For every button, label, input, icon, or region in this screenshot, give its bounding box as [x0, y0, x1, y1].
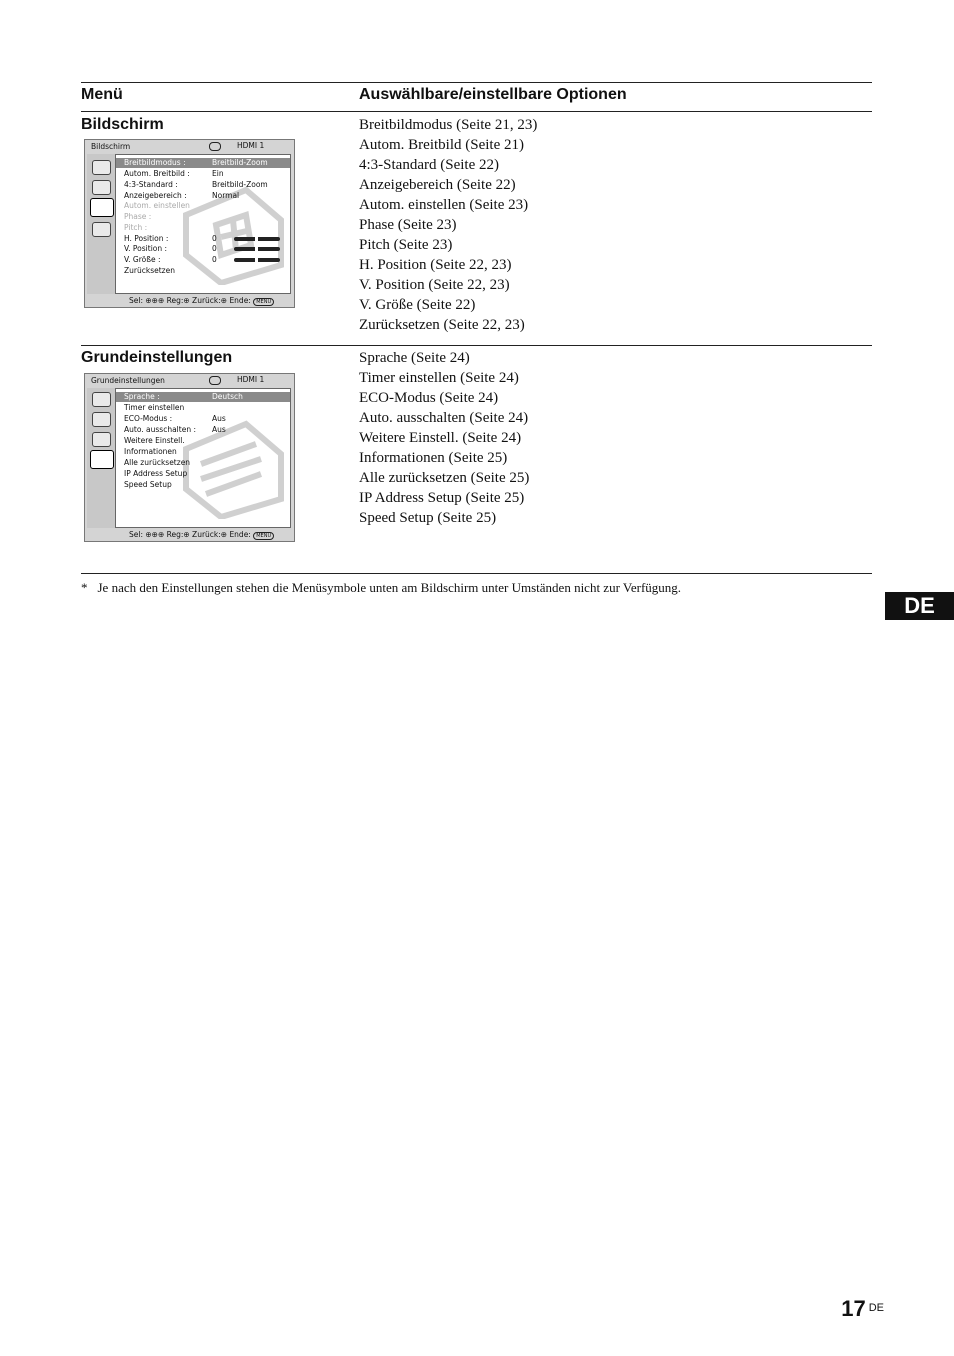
menu-icon-column: [87, 154, 115, 294]
slider-bar: [234, 258, 280, 262]
menu-row: Alle zurücksetzen: [124, 458, 191, 467]
menu-row: Phase :: [124, 212, 152, 221]
menu-row: ECO-Modus : Aus: [124, 414, 226, 423]
list-item: Zurücksetzen (Seite 22, 23): [359, 317, 525, 333]
column-header-menu: Menü: [81, 86, 123, 103]
menu-row: Timer einstellen: [124, 403, 185, 412]
bildschirm-menu-screenshot: [84, 139, 295, 308]
list-item: Anzeigebereich (Seite 22): [359, 177, 516, 193]
menu-row: Zurücksetzen: [124, 266, 175, 275]
menu-row: Autom. einstellen: [124, 201, 190, 210]
list-item: Informationen (Seite 25): [359, 450, 508, 466]
bildschirm-options-list: [359, 115, 537, 335]
input-indicator: HDMI 1: [209, 375, 264, 385]
slider-bar: [234, 247, 280, 251]
menu-row: H. Position : 0: [116, 234, 290, 244]
menu-row: IP Address Setup: [124, 469, 188, 478]
list-item: ECO-Modus (Seite 24): [359, 390, 499, 406]
menu-row: V. Größe : 0: [116, 255, 290, 265]
list-item: Weitere Einstell. (Seite 24): [359, 430, 522, 446]
page-number: 17 $^{DE}$: [841, 1296, 884, 1321]
list-item: Timer einstellen (Seite 24): [359, 370, 519, 386]
list-item: Pitch (Seite 23): [359, 237, 453, 253]
list-item: V. Größe (Seite 22): [359, 297, 476, 313]
screen-icon: [92, 432, 111, 447]
menu-row: Pitch :: [124, 223, 148, 232]
menu-footer: Sel: ⊕⊕⊕ Reg:⊕ Zurück:⊕ Ende: MENU: [129, 296, 274, 306]
menu-row: Breitbildmodus : Breitbild-Zoom: [116, 158, 290, 168]
input-icon: [209, 376, 221, 385]
menu-key-icon: MENU: [253, 298, 274, 306]
list-item: Alle zurücksetzen (Seite 25): [359, 470, 530, 486]
menu-row: Informationen: [124, 447, 177, 456]
table-top-rule: [81, 82, 872, 83]
list-item: Autom. Breitbild (Seite 21): [359, 137, 524, 153]
menu-title: Bildschirm: [91, 142, 131, 151]
language-tab: DE: [885, 592, 954, 620]
list-item: IP Address Setup (Seite 25): [359, 490, 525, 506]
menu-row: 4:3-Standard : Breitbild-Zoom: [124, 180, 268, 189]
picture-icon: [92, 392, 111, 407]
list-item: 4:3-Standard (Seite 22): [359, 157, 499, 173]
screen-icon: [90, 198, 114, 217]
menu-row: Sprache : Deutsch: [116, 392, 290, 402]
input-icon: [209, 142, 221, 151]
footnote: * Je nach den Einstellungen stehen die Menüsymbole unten am Bildschirm unter Umständen nicht zur Verfügung.: [81, 580, 682, 595]
grundeinstellungen-menu-screenshot: [84, 373, 295, 542]
list-item: H. Position (Seite 22, 23): [359, 257, 512, 273]
slider-bar: [234, 237, 280, 241]
menu-title: Grundeinstellungen: [91, 376, 165, 385]
setup-icon: [90, 450, 114, 469]
section-divider-rule: [81, 345, 872, 346]
grundeinstellungen-options-list: [359, 348, 529, 528]
menu-icon-column: [87, 388, 115, 528]
menu-row: V. Position : 0: [116, 244, 290, 254]
sound-icon: [92, 412, 111, 427]
list-item: Autom. einstellen (Seite 23): [359, 197, 529, 213]
menu-row: Anzeigebereich : Normal: [124, 191, 240, 200]
sound-icon: [92, 180, 111, 195]
list-item: Speed Setup (Seite 25): [359, 510, 497, 526]
picture-icon: [92, 160, 111, 175]
menu-panel: [115, 388, 291, 528]
menu-row: Auto. ausschalten : Aus: [124, 425, 226, 434]
header-bottom-rule: [81, 111, 872, 112]
column-header-options: Auswählbare/einstellbare Optionen: [359, 86, 627, 103]
section-title-grundeinstellungen: Grundeinstellungen: [81, 349, 233, 366]
menu-row: Weitere Einstell.: [124, 436, 185, 445]
list-item: V. Position (Seite 22, 23): [359, 277, 510, 293]
list-item: Sprache (Seite 24): [359, 350, 470, 366]
section-title-bildschirm: Bildschirm: [81, 116, 164, 133]
list-item: Phase (Seite 23): [359, 217, 457, 233]
menu-panel: [115, 154, 291, 294]
menu-row: Autom. Breitbild : Ein: [124, 169, 224, 178]
table-bottom-rule: [81, 573, 872, 574]
menu-footer: Sel: ⊕⊕⊕ Reg:⊕ Zurück:⊕ Ende: MENU: [129, 530, 274, 540]
menu-row: Speed Setup: [124, 480, 172, 489]
list-item: Auto. ausschalten (Seite 24): [359, 410, 529, 426]
menu-key-icon: MENU: [253, 532, 274, 540]
setup-icon: [92, 222, 111, 237]
input-indicator: HDMI 1: [209, 141, 264, 151]
list-item: Breitbildmodus (Seite 21, 23): [359, 117, 538, 133]
